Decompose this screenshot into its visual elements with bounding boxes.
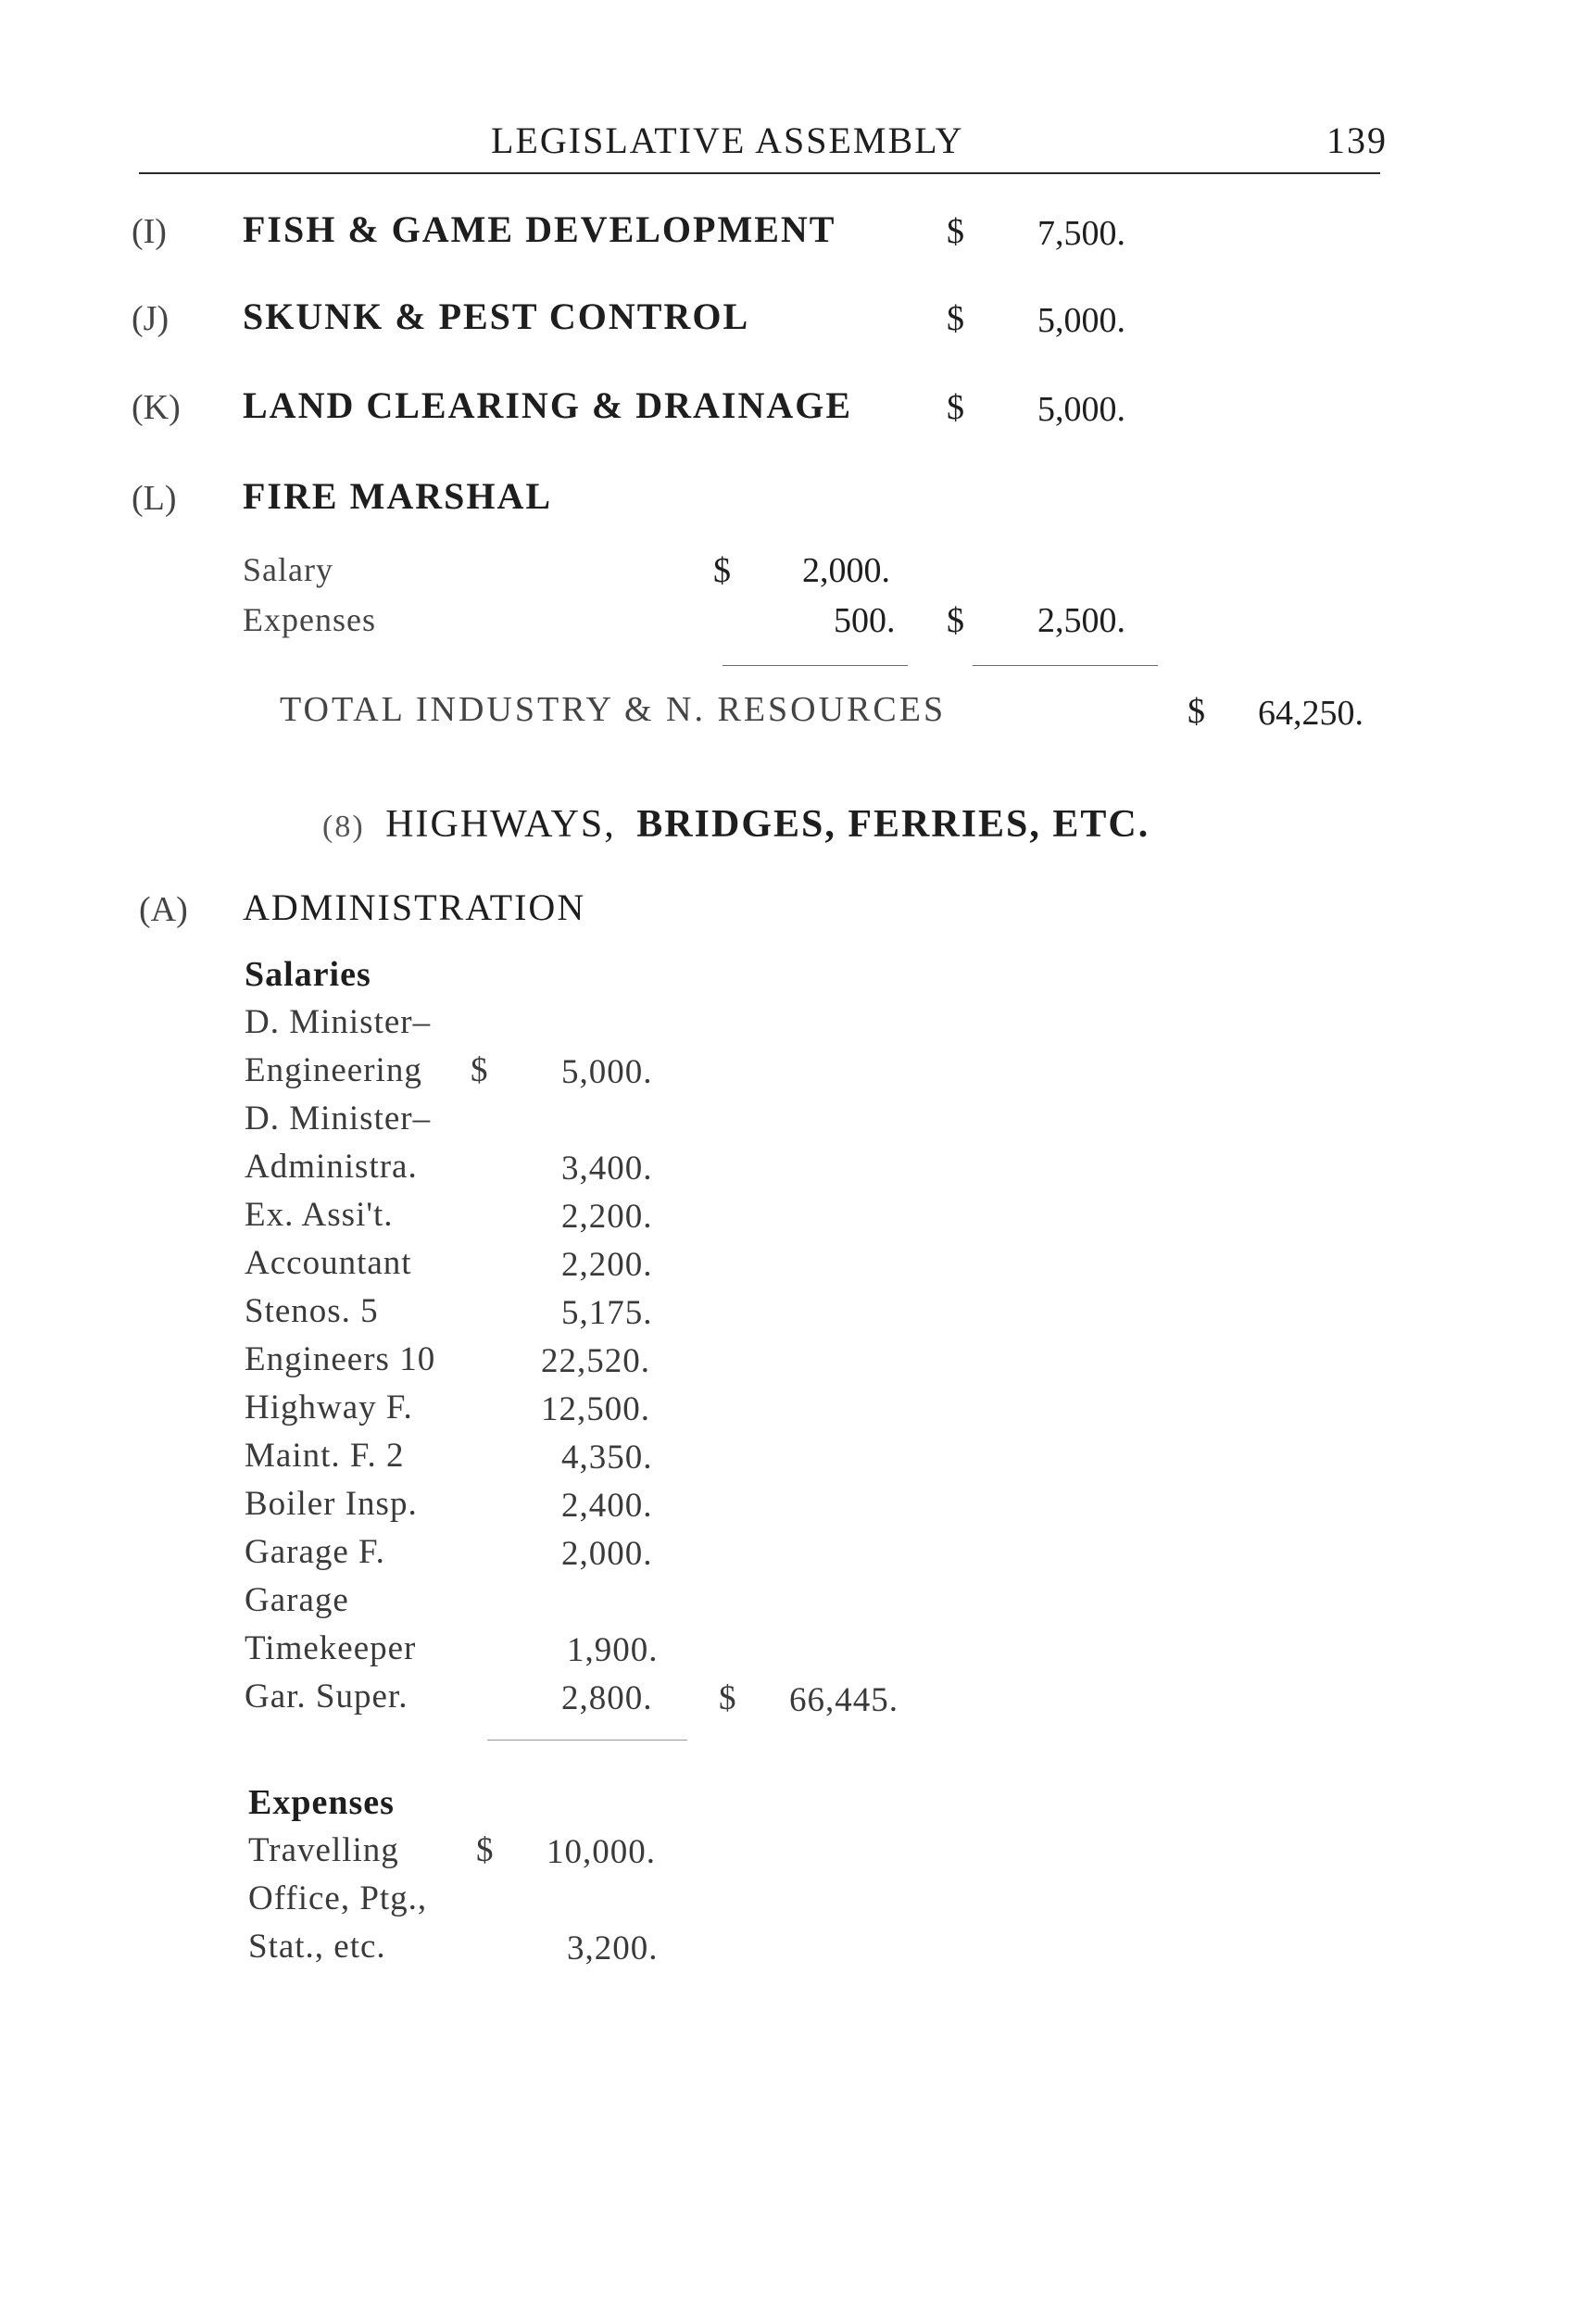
list-item: Accountant bbox=[245, 1244, 412, 1282]
entry-letter: (I) bbox=[132, 212, 167, 251]
list-item: Boiler Insp. bbox=[245, 1485, 418, 1523]
page-title: LEGISLATIVE ASSEMBLY bbox=[491, 119, 964, 161]
item-amount: 10,000. bbox=[547, 1833, 656, 1871]
salary-amount: 2,000. bbox=[802, 551, 890, 590]
expenses-label: Expenses bbox=[243, 601, 376, 638]
entry-amount: 7,500. bbox=[1037, 214, 1125, 253]
salaries-total-amount: 66,445. bbox=[789, 1681, 899, 1719]
entry-dollar: $ bbox=[947, 299, 964, 338]
list-item: Ex. Assi't. bbox=[245, 1196, 394, 1234]
item-amount: 2,800. bbox=[561, 1679, 653, 1717]
entry-title: FISH & GAME DEVELOPMENT bbox=[243, 208, 836, 250]
list-item: Garage F. bbox=[245, 1533, 385, 1571]
header-rule bbox=[139, 172, 1380, 174]
entry-letter: (K) bbox=[132, 388, 181, 427]
salary-dollar: $ bbox=[713, 551, 731, 590]
entry-title: SKUNK & PEST CONTROL bbox=[243, 295, 750, 337]
section-title-light: HIGHWAYS, bbox=[385, 803, 616, 846]
entry-title: FIRE MARSHAL bbox=[243, 475, 553, 517]
expenses-heading: Expenses bbox=[248, 1783, 395, 1822]
subtotal-rule bbox=[973, 665, 1158, 666]
entry-dollar: $ bbox=[947, 212, 964, 251]
list-item: Gar. Super. bbox=[245, 1678, 408, 1716]
item-amount: 3,200. bbox=[567, 1929, 659, 1967]
item-amount: 5,175. bbox=[561, 1294, 653, 1332]
fire-marshal-total-dollar: $ bbox=[947, 601, 964, 640]
item-amount: 4,350. bbox=[561, 1439, 653, 1477]
entry-letter: (J) bbox=[132, 299, 170, 338]
total-dollar: $ bbox=[1188, 692, 1205, 731]
expenses-amount: 500. bbox=[834, 601, 896, 640]
list-item: Timekeeper bbox=[245, 1629, 417, 1667]
page-number: 139 bbox=[1326, 119, 1388, 161]
list-item: D. Minister– bbox=[245, 1003, 432, 1041]
subtotal-rule bbox=[723, 665, 908, 666]
salaries-heading: Salaries bbox=[245, 955, 371, 994]
salaries-total-dollar: $ bbox=[719, 1679, 737, 1717]
salary-label: Salary bbox=[243, 551, 333, 588]
entry-amount: 5,000. bbox=[1037, 301, 1125, 340]
fire-marshal-total-amount: 2,500. bbox=[1037, 601, 1125, 640]
item-amount: 12,500. bbox=[541, 1390, 650, 1428]
item-amount: 3,400. bbox=[561, 1150, 653, 1188]
list-item: Engineers 10 bbox=[245, 1340, 436, 1378]
entry-dollar: $ bbox=[947, 388, 964, 427]
section-heading bbox=[322, 802, 1150, 847]
item-amount: 2,000. bbox=[561, 1535, 653, 1573]
item-amount: 5,000. bbox=[561, 1053, 653, 1091]
item-amount: 2,400. bbox=[561, 1487, 653, 1525]
entry-amount: 5,000. bbox=[1037, 390, 1125, 429]
list-item: Administra. bbox=[245, 1148, 418, 1186]
list-item: Stenos. 5 bbox=[245, 1292, 379, 1330]
section-title-bold: BRIDGES, FERRIES, ETC. bbox=[636, 803, 1150, 846]
administration-title: ADMINISTRATION bbox=[243, 886, 586, 928]
list-item: Office, Ptg., bbox=[248, 1879, 428, 1917]
item-amount: 2,200. bbox=[561, 1198, 653, 1236]
list-item: Maint. F. 2 bbox=[245, 1437, 405, 1475]
entry-letter: (A) bbox=[139, 890, 188, 929]
list-item: Travelling bbox=[248, 1831, 399, 1869]
item-amount: 2,200. bbox=[561, 1246, 653, 1284]
total-amount: 64,250. bbox=[1258, 694, 1364, 733]
list-item: Stat., etc. bbox=[248, 1928, 386, 1966]
section-number: (8) bbox=[322, 810, 365, 844]
list-item: Garage bbox=[245, 1581, 349, 1619]
list-item: Highway F. bbox=[245, 1389, 413, 1427]
entry-letter: (L) bbox=[132, 479, 177, 518]
item-dollar: $ bbox=[471, 1051, 489, 1089]
list-item: D. Minister– bbox=[245, 1100, 432, 1137]
item-amount: 1,900. bbox=[567, 1631, 659, 1669]
entry-title: LAND CLEARING & DRAINAGE bbox=[243, 384, 853, 426]
item-amount: 22,520. bbox=[541, 1342, 650, 1380]
subtotal-rule bbox=[487, 1740, 687, 1741]
total-label: TOTAL INDUSTRY & N. RESOURCES bbox=[280, 690, 947, 729]
item-dollar: $ bbox=[476, 1831, 495, 1869]
list-item: Engineering bbox=[245, 1051, 422, 1089]
